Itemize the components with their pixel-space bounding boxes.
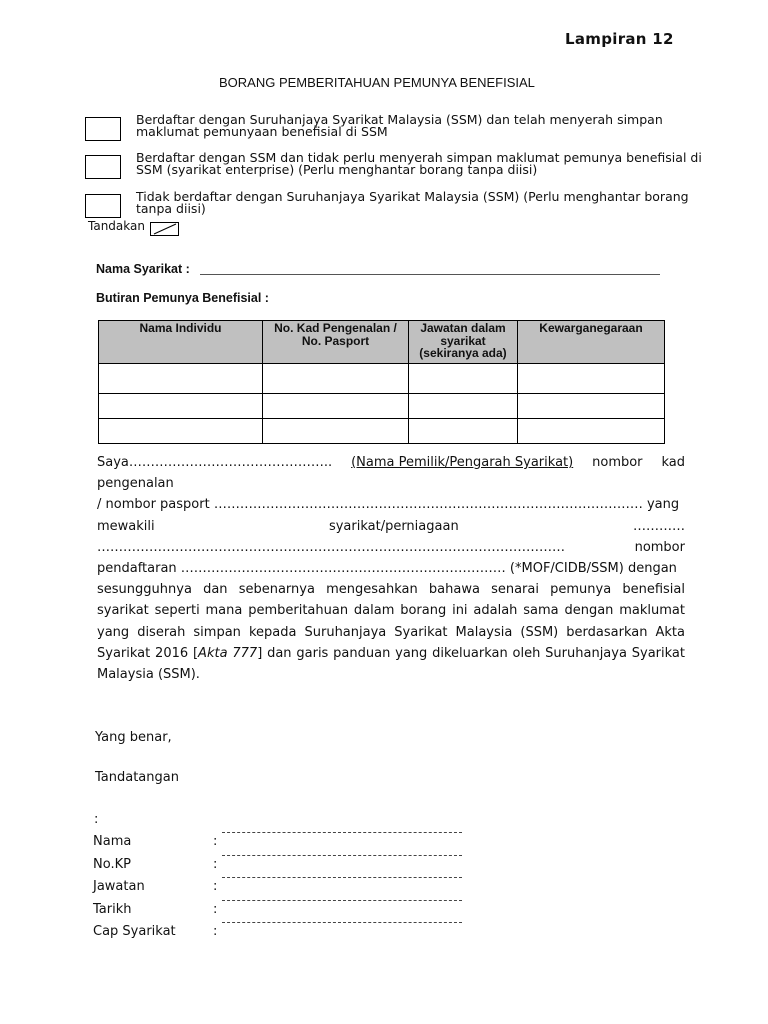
position-field-line[interactable] [222, 900, 462, 901]
table-cell[interactable] [409, 394, 518, 419]
name-field-line[interactable] [222, 855, 462, 856]
declaration-text: syarikat/perniagaan [328, 518, 459, 534]
table-cell[interactable] [99, 419, 263, 444]
act-reference: Akta 777 [198, 645, 258, 661]
table-cell[interactable] [409, 364, 518, 394]
option-text: Tidak berdaftar dengan Suruhanjaya Syarikat Malaysia (SSM) (Perlu menghantar borang tanpa diisi) [136, 189, 689, 216]
field-label-jawatan: Jawatan [93, 879, 145, 894]
field-label-tarikh: Tarikh [93, 902, 132, 917]
option-checkbox[interactable] [85, 155, 121, 179]
declaration-text: sesungguhnya dan sebenarnya mengesahkan bahawa senarai pemunya benefisial syarikat seperti mana pemberitahuan dalam borang ini adalah sama dengan maklumat yang diserah simpan kepada Suruhanjaya Syarikat Malaysia (SSM) berdasarkan Akta Syarikat 2016 [ [97, 582, 685, 661]
beneficial-owners-table [98, 320, 665, 444]
option-registered-not-required [85, 152, 705, 188]
field-colon: : [213, 924, 218, 939]
column-header-name: Nama Individu [99, 321, 263, 364]
id-field-line[interactable] [222, 877, 462, 878]
option-text: Berdaftar dengan SSM dan tidak perlu menyerah simpan maklumat pemunya benefisial di SSM (syarikat enterprise) (Perlu menghantar borang tanpa diisi) [136, 150, 702, 177]
table-cell[interactable] [518, 364, 665, 394]
table-cell[interactable] [263, 364, 409, 394]
form-title: BORANG PEMBERITAHUAN PEMUNYA BENEFISIAL [219, 75, 535, 90]
declaration-line [97, 452, 685, 473]
field-colon: : [213, 902, 218, 917]
table-cell[interactable] [409, 419, 518, 444]
table-row [99, 419, 665, 444]
table-row [99, 394, 665, 419]
table-cell[interactable] [518, 419, 665, 444]
table-cell[interactable] [99, 364, 263, 394]
declaration-registration-blank: pendaftaran ………………………………………………………………… (*MOF/CIDB/SSM) dengan [97, 561, 677, 577]
declaration-company-blank: ……………………………………………………………………………………………… [97, 539, 565, 555]
owners-section-label: Butiran Pemunya Benefisial : [96, 291, 269, 305]
company-name-label: Nama Syarikat : [96, 262, 190, 276]
field-colon: : [213, 857, 218, 872]
company-name-field[interactable] [200, 274, 660, 275]
table-header-row [99, 321, 665, 364]
declaration-line [97, 516, 685, 537]
declaration-paragraph [97, 452, 685, 685]
declaration-text: nombor [592, 455, 643, 470]
option-text: Berdaftar dengan Suruhanjaya Syarikat Malaysia (SSM) dan telah menyerah simpan maklumat pemunyaan benefisial di SSM [136, 112, 663, 139]
table-cell[interactable] [518, 394, 665, 419]
declaration-passport-blank: / nombor pasport ……………………………………………………………………………………… yang [97, 497, 680, 513]
field-label-nokp: No.KP [93, 857, 131, 872]
option-checkbox[interactable] [85, 194, 121, 218]
signature-colon: : [94, 812, 99, 827]
signature-field-line[interactable] [222, 832, 462, 833]
declaration-name-hint: (Nama Pemilik/Pengarah Syarikat) [351, 455, 574, 470]
field-label-cap-syarikat: Cap Syarikat [93, 924, 176, 939]
option-checkbox[interactable] [85, 117, 121, 141]
signature-label: Tandatangan [95, 770, 179, 785]
declaration-text: ] dan garis panduan yang dikeluarkan oleh Suruhanjaya Syarikat Malaysia (SSM). [97, 645, 685, 683]
closing-salutation: Yang benar, [95, 730, 172, 745]
declaration-text: kad [661, 455, 685, 470]
declaration-line [97, 537, 685, 558]
column-header-nationality: Kewarganegaraan [518, 321, 665, 364]
option-registered-submitted [85, 114, 705, 150]
declaration-text: mewakili [97, 518, 155, 534]
declaration-name-blank: Saya……………………………………….. [97, 455, 333, 470]
field-colon: : [213, 879, 218, 894]
tick-instruction: Tandakan [88, 219, 145, 233]
column-header-id: No. Kad Pengenalan / No. Pasport [263, 321, 409, 364]
column-header-position: Jawatan dalam syarikat (sekiranya ada) [409, 321, 518, 364]
table-cell[interactable] [99, 394, 263, 419]
table-cell[interactable] [263, 419, 409, 444]
field-label-nama: Nama [93, 834, 132, 849]
date-field-line[interactable] [222, 922, 462, 923]
field-colon: : [213, 834, 218, 849]
appendix-label: Lampiran 12 [565, 30, 674, 48]
declaration-text: nombor [634, 539, 685, 555]
table-row [99, 364, 665, 394]
tick-mark-icon [150, 222, 179, 236]
declaration-line: pengenalan [97, 476, 174, 492]
declaration-body [97, 579, 685, 685]
declaration-company-blank: ………… [633, 518, 685, 534]
table-cell[interactable] [263, 394, 409, 419]
